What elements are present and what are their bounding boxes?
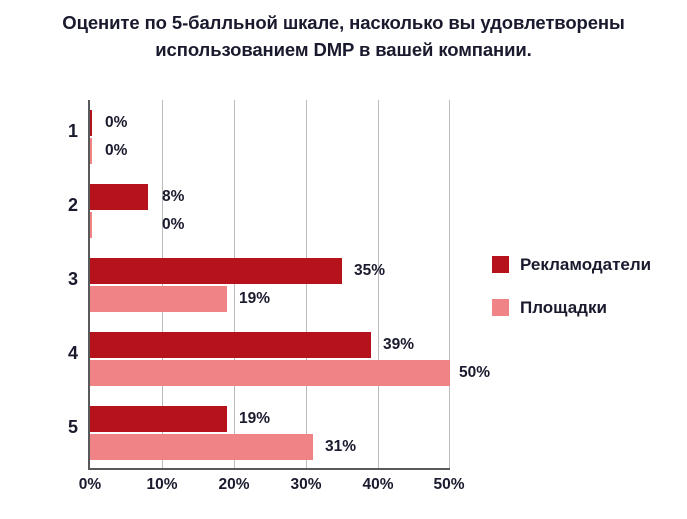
bar-publishers-1: [90, 138, 92, 164]
xtick-0: 0%: [78, 476, 102, 493]
bar-publishers-3: [90, 286, 227, 312]
bar-publishers-2: [90, 212, 92, 238]
bar-value-publishers-2: 0%: [162, 216, 185, 233]
legend-item-publishers: [492, 299, 682, 316]
bar-value-publishers-5: 31%: [325, 438, 357, 455]
bar-value-advertisers-5: 19%: [239, 410, 271, 427]
bar-publishers-5: [90, 434, 313, 460]
legend-swatch-publishers: [492, 299, 509, 316]
category-label-2: 2: [67, 195, 78, 215]
gridline-20: [234, 100, 235, 468]
legend-label-advertisers: Рекламодатели: [520, 255, 652, 274]
category-label-1: 1: [67, 121, 78, 141]
bar-value-advertisers-2: 8%: [162, 188, 185, 205]
category-label-5: 5: [67, 417, 78, 437]
gridline-30: [306, 100, 307, 468]
bar-advertisers-2: [90, 184, 148, 210]
category-label-4: 4: [67, 343, 78, 363]
plot-area: [67, 100, 491, 493]
bar-value-publishers-1: 0%: [105, 142, 128, 159]
legend-swatch-advertisers: [492, 256, 509, 273]
xtick-50: 50%: [433, 476, 465, 493]
bar-value-advertisers-1: 0%: [105, 114, 128, 131]
xtick-30: 30%: [290, 476, 322, 493]
legend: [492, 256, 682, 342]
bar-advertisers-1: [90, 110, 92, 136]
bar-advertisers-3: [90, 258, 342, 284]
chart-title: Оцените по 5-балльной шкале, насколько вы удовлетворены использованием DMP в вашей компании.: [62, 12, 625, 60]
legend-label-publishers: Площадки: [520, 298, 607, 317]
bar-advertisers-4: [90, 332, 371, 358]
bar-value-advertisers-4: 39%: [383, 336, 415, 353]
bar-value-publishers-3: 19%: [239, 290, 271, 307]
xtick-20: 20%: [218, 476, 250, 493]
legend-item-advertisers: [492, 256, 682, 273]
xtick-10: 10%: [146, 476, 178, 493]
category-label-3: 3: [67, 269, 78, 289]
gridline-40: [378, 100, 379, 468]
bar-publishers-4: [90, 360, 450, 386]
bar-value-publishers-4: 50%: [459, 364, 491, 381]
xtick-40: 40%: [362, 476, 394, 493]
bar-value-advertisers-3: 35%: [354, 262, 386, 279]
bar-advertisers-5: [90, 406, 227, 432]
gridline-50: [449, 100, 450, 468]
